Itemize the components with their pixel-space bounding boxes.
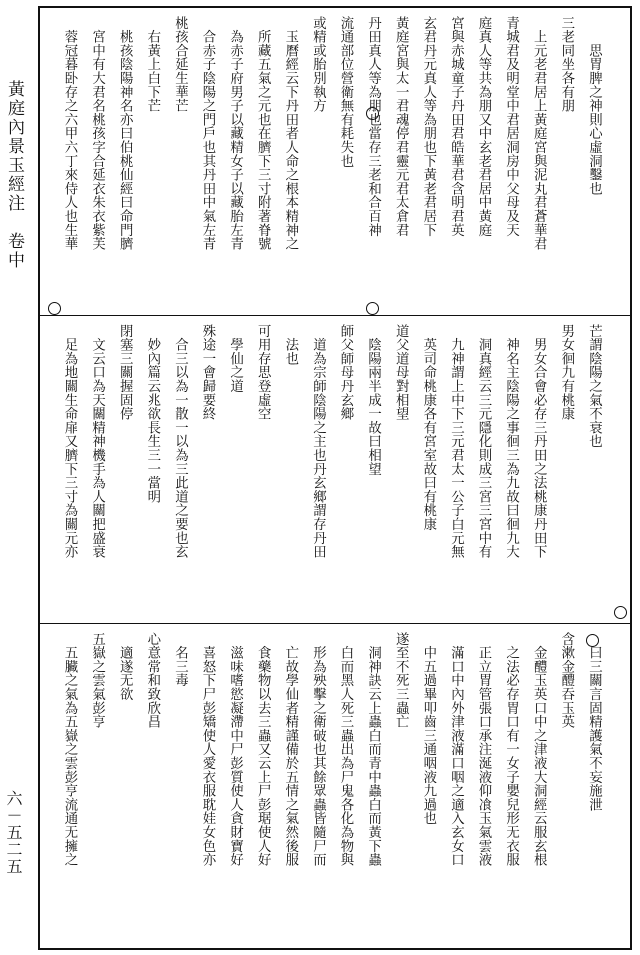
column-text: 曰三關言固精護氣不妄施泄 <box>586 632 602 812</box>
column-text: 英司命桃康各有宮室故曰有桃康 <box>420 324 436 531</box>
text-column <box>472 8 496 315</box>
column-text: 宮與赤城童子丹田君皓華君含明君英 <box>448 16 464 237</box>
column-text: 閉塞三關握固停 <box>117 324 133 421</box>
text-column <box>278 316 302 624</box>
text-column <box>334 624 358 949</box>
column-text: 名三毒 <box>172 632 188 688</box>
column-text: 三老同坐各有朋 <box>558 16 574 113</box>
column-text: 所藏五氣之元也在臍下三寸附著脊號 <box>255 16 271 251</box>
text-column <box>196 624 220 949</box>
text-column <box>140 316 164 624</box>
column-text: 桃孩陰陽神名亦曰伯桃仙經曰命門臍 <box>117 16 133 251</box>
text-column <box>554 8 578 315</box>
text-column <box>306 316 330 624</box>
column-text: 道為宗師陰陽之主也丹玄鄉謂存丹田 <box>310 324 326 559</box>
text-column <box>113 316 137 624</box>
column-text: 九神謂上中下三元君太一公子白元無 <box>448 324 464 559</box>
column-text: 或精或胎別執方 <box>310 16 326 113</box>
text-column <box>85 8 109 315</box>
text-column <box>554 316 578 624</box>
text-column <box>527 624 551 949</box>
text-column <box>140 624 164 949</box>
punctuation-circle-mark <box>366 107 379 120</box>
text-column <box>196 316 220 624</box>
column-text: 正立胃管張口承注涎液仰飡玉氣雲液 <box>476 632 491 867</box>
column-text: 遂至不死三蟲亡 <box>393 632 409 729</box>
column-text: 妙內篇云兆欲長生三一當明 <box>144 324 160 504</box>
column-text: 黃庭宮與太一君魂停君靈元君太倉君 <box>393 16 409 237</box>
text-column <box>582 316 606 624</box>
text-column <box>444 316 468 624</box>
column-text: 宮中有大君名桃孩字合延衣朱衣紫芙 <box>89 16 105 251</box>
column-text: 亡故學仙者精謹備於五情之氣然後服 <box>282 632 298 867</box>
text-column <box>334 316 358 624</box>
column-text: 桃孩合延生華芒 <box>172 16 188 113</box>
column-text: 青城君及明堂中君居洞房中父母及天 <box>503 16 519 237</box>
column-text: 庭真人等共為朋又中玄老君居中黃庭 <box>476 16 491 237</box>
column-text: 之法必存胃口有一女子嬰兒形无衣服 <box>503 632 519 867</box>
text-column <box>58 316 82 624</box>
column-text: 芒謂陰陽之氣不衰也 <box>586 324 602 449</box>
column-text: 含漱金醴吞玉英 <box>558 632 574 729</box>
text-column <box>582 8 606 315</box>
text-column <box>527 8 551 315</box>
column-text: 右黃上白下芒 <box>144 16 160 113</box>
column-text: 足為地關生命扉又臍下三寸為關元亦 <box>62 324 77 559</box>
text-column <box>278 8 302 315</box>
text-column <box>416 316 440 624</box>
column-text: 中五過畢叩齒三通咽液九過也 <box>420 632 436 826</box>
column-text: 男女徊九有桃康 <box>558 324 574 421</box>
text-column <box>168 316 192 624</box>
text-column <box>58 624 82 949</box>
column-text: 可用存思登虛空 <box>255 324 271 421</box>
text-column <box>168 624 192 949</box>
punctuation-circle-mark <box>586 634 599 647</box>
column-text: 玄君丹元真人等為朋也下黃老君居下 <box>420 16 436 237</box>
text-column <box>113 8 137 315</box>
text-column <box>334 8 358 315</box>
punctuation-circle-mark <box>48 302 61 315</box>
column-text: 師父師母丹玄鄉 <box>338 324 353 421</box>
page-frame <box>38 6 632 950</box>
column-text: 食藥物以去三蟲又云上尸彭琚使人好 <box>255 632 271 867</box>
text-column <box>278 624 302 949</box>
text-column <box>168 8 192 315</box>
column-text: 神名主陰陽之事徊三為九故曰徊九大 <box>503 324 519 559</box>
text-column <box>361 8 385 315</box>
text-column <box>389 624 413 949</box>
text-column <box>223 8 247 315</box>
column-text: 心意常和致欣昌 <box>144 632 160 729</box>
text-column <box>472 316 496 624</box>
text-column <box>389 8 413 315</box>
text-column <box>113 624 137 949</box>
text-column <box>306 8 330 315</box>
column-text: 滿口中內外津液滿口咽之適入玄女口 <box>448 632 464 867</box>
punctuation-circle-mark <box>366 302 379 315</box>
text-column <box>416 8 440 315</box>
column-text: 合赤子陰陽之門戶也其丹田中氣左青 <box>200 16 215 251</box>
punctuation-circle-mark <box>614 606 627 619</box>
text-column <box>306 624 330 949</box>
column-text: 殊途一會歸要終 <box>200 324 215 421</box>
column-text: 丹田真人等為朋也當存三老和合百神 <box>365 16 381 237</box>
column-text: 適遂无欲 <box>117 632 133 701</box>
column-text: 玉曆經云下丹田者人命之根本精神之 <box>282 16 298 251</box>
text-column <box>223 624 247 949</box>
register-middle <box>40 315 630 624</box>
column-text: 合三以為一散一以為三此道之要也玄 <box>172 324 188 559</box>
column-text: 道父道母對相望 <box>393 324 409 421</box>
text-column <box>85 316 109 624</box>
text-column <box>223 316 247 624</box>
column-text: 白而黑人死三蟲出為尸鬼各化為物與 <box>338 632 353 867</box>
text-column <box>499 8 523 315</box>
text-column <box>361 624 385 949</box>
column-text: 蓉冠暮卧存之六甲六丁來侍人也生華 <box>62 16 77 251</box>
column-text: 五嶽之雲氣彭亨 <box>89 632 105 729</box>
column-text: 形為殃擊之衛破也其餘眾蟲皆隨尸而 <box>310 632 326 867</box>
text-column <box>140 8 164 315</box>
column-text: 喜怒下尸彭矯使人愛衣服耽娃女色亦 <box>200 632 215 867</box>
text-column <box>58 8 82 315</box>
text-column <box>416 624 440 949</box>
column-text: 五臟之氣為五嶽之雲彭亨流通无擁之 <box>62 632 77 867</box>
text-column <box>527 316 551 624</box>
column-text: 金醴玉英口中之津液大洞經云服玄根 <box>531 632 547 867</box>
column-text: 滋味嗜慾凝滯中尸彭質使人貪財寶好 <box>227 632 243 867</box>
register-upper <box>40 8 630 315</box>
text-column <box>554 624 578 949</box>
text-column <box>85 624 109 949</box>
column-text: 洞真經云三元隱化則成三宮三宮中有 <box>476 324 491 559</box>
column-text: 文云口為天關精神機手為人關把盛衰 <box>89 324 105 559</box>
page-folio: 六－五二五 <box>4 790 23 875</box>
text-column <box>196 8 220 315</box>
text-column <box>251 8 275 315</box>
column-text: 洞神訣云上蟲白而青中蟲白而黃下蟲 <box>365 632 381 867</box>
column-text: 流通部位營衛無有耗失也 <box>338 16 353 168</box>
column-text: 男女合會必存三丹田之法桃康丹田下 <box>531 324 547 559</box>
text-column <box>361 316 385 624</box>
text-column <box>251 624 275 949</box>
column-text: 為赤子府男子以藏精女子以藏胎左青 <box>227 16 243 251</box>
text-column <box>389 316 413 624</box>
text-column <box>444 8 468 315</box>
text-column <box>499 624 523 949</box>
side-title: 黃庭內景玉經注 卷中 <box>4 80 24 270</box>
register-lower <box>40 623 630 949</box>
text-column <box>499 316 523 624</box>
text-column <box>444 624 468 949</box>
column-text: 陰陽兩半成一故曰相望 <box>365 324 381 476</box>
text-column <box>472 624 496 949</box>
column-text: 思胃脾之神則心虛洞鑿也 <box>586 16 602 196</box>
text-column <box>251 316 275 624</box>
column-text: 學仙之道 <box>227 324 243 393</box>
text-column <box>582 624 606 949</box>
column-text: 上元老君居上黃庭宮與泥丸君蒼華君 <box>531 16 547 251</box>
column-text: 法也 <box>282 324 298 366</box>
